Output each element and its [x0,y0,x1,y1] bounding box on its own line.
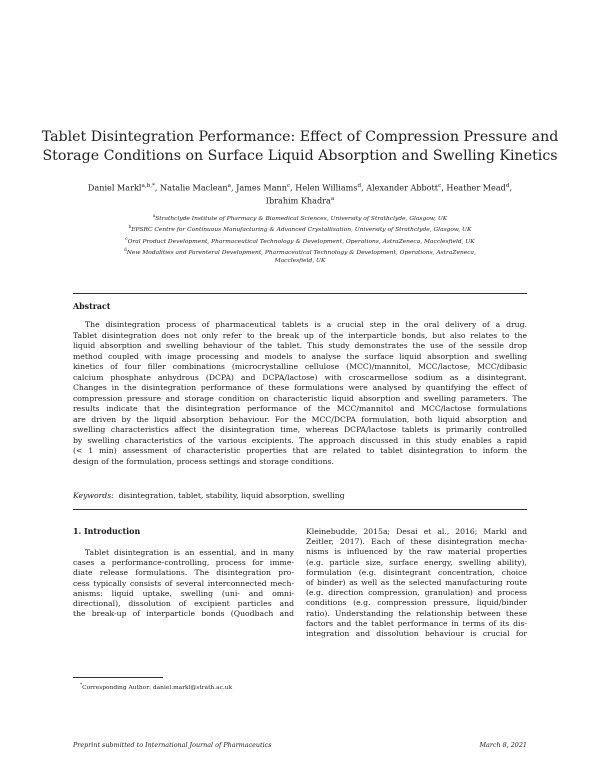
affiliation: $^a$Strathclyde Institute of Pharmacy & Biomedical Sciences, University of Strathclyde, Glasgow, UK [152,213,448,222]
abstract-line: by swelling characteristics of the various excipients. The approach discussed in this study enables a rapid [73,435,527,445]
abstract-line: The disintegration process of pharmaceutical tablets is a crucial step in the oral delivery of a drug. [85,320,527,329]
body-line: Kleinebudde, 2015a; Desai et al., 2016; Markl and [306,527,527,536]
abstract-top-rule [73,293,527,294]
abstract-bottom-rule [73,509,527,510]
affiliation: $^b$EPSRC Centre for Continuous Manufacturing & Advanced Crystallisation, University of Strathclyde, Glasgow, UK [128,224,472,234]
abstract-heading: Abstract [73,302,111,311]
body-line: directional), dissolution of excipient particles and [73,599,294,609]
body-line: ratio). Understanding the relationship between these [306,608,527,618]
body-line: integration and dissolution behaviour is crucial for [306,629,527,639]
intro-right-column [306,527,527,639]
body-line: (e.g. direction compression, granulation) and process [306,588,527,598]
abstract-body [73,320,527,467]
keywords-text: disintegration, tablet, stability, liquid absorption, swelling [118,491,345,500]
intro-left-column [73,548,294,619]
abstract-line: method coupled with image processing and models to analyse the surface liquid absorption and swelling [73,351,527,361]
affiliation: $^d$New Modalities and Parenteral Development, Pharmaceutical Technology & Development, Operations, AstraZeneca, [124,246,476,256]
body-line: factors and the tablet performance in terms of its dis- [306,618,527,628]
body-line: nisms is influenced by the raw material properties [306,547,527,557]
body-line: Zeitler, 2017). Each of these disintegration mecha- [306,537,527,547]
body-line: cases a performance-controlling, process for imme- [73,558,294,568]
keywords-label: Keywords: [73,491,114,500]
preprint-notice: Preprint submitted to International Journal of Pharmaceutics [73,741,272,749]
preprint-date: March 8, 2021 [479,741,527,749]
body-line: (e.g. particle size, surface energy, swelling ability), [306,557,527,567]
body-line: of binder) as well as the selected manufacturing route [306,578,527,588]
affiliation: $^c$Oral Product Development, Pharmaceutical Technology & Development, Operations, AstraZeneca, Macclesfield, UK [125,235,475,245]
body-line: formulation (e.g. disintegrant concentration, choice [306,567,527,577]
abstract-line: (< 1 min) assessment of characteristic properties that are related to tablet disintegration to inform the [73,446,527,455]
body-line: the break-up of interparticle bonds (Quodbach and [73,609,294,619]
abstract-line: swelling characteristics affect the disintegration time, whereas DCPA/lactose tablets is primarily controlled [73,425,527,434]
body-line: Tablet disintegration is an essential, and in many [85,548,294,557]
author-list [40,181,560,206]
abstract-line: Changes in the disintegration performance of these formulations were analysed by quantifying the effect of [73,383,527,392]
abstract-line: design of the formulation, process settings and storage conditions. [73,456,334,466]
author-line: Daniel Markl$^{a,b,*}$, Natalie Maclean$^a$, James Mann$^c$, Helen Williams$^d$, Alexander Abbott$^c$, Heather Mead$^d$, [87,182,513,193]
abstract-line: compression pressure and storage condition on characteristic liquid absorption and swelling parameters. The [73,393,527,403]
affiliation: Macclesfield, UK [274,258,326,265]
affiliations [60,212,540,265]
title-line: Tablet Disintegration Performance: Effect of Compression Pressure and [41,129,559,145]
corresponding-author-footnote: *Corresponding Author: daniel.markl@strath.ac.uk [80,682,233,691]
keywords [73,491,345,500]
abstract-line: results indicate that the disintegration performance of the MCC/mannitol and MCC/lactose formulations [73,404,527,413]
paper-title [40,128,560,166]
body-line: diate release formulations. The disintegration pro- [73,568,294,578]
abstract-line: are driven by the liquid absorption behaviour. For the MCC/DCPA formulation, both liquid absorption and [73,414,527,424]
abstract-line: kinetics of four filler combinations (microcrystalline cellulose (MCC)/mannitol, MCC/lactose, MCC/dibasic [73,362,527,371]
author-line: Ibrahim Khadra$^a$ [265,195,335,206]
abstract-line: Tablet disintegration does not only refer to the break up of the interparticle bonds, but also relates to the [73,330,527,340]
body-line: conditions (e.g. compression pressure, liquid/binder [306,598,527,608]
abstract-line: calcium phosphate anhydrous (DCPA) and DCPA/lactose) with croscarmellose sodium as a disintegrant. [73,372,527,382]
body-line: anisms: liquid uptake, swelling (uni- and omni- [73,588,294,598]
body-line: cess typically consists of several interconnected mech- [73,578,294,588]
abstract-line: liquid absorption and swelling behaviour of the tablet. This study demonstrates the use of the sessile drop [73,341,527,350]
title-line: Storage Conditions on Surface Liquid Absorption and Swelling Kinetics [42,148,558,164]
footnote-rule [73,677,163,678]
section-heading-introduction: 1. Introduction [73,527,141,536]
